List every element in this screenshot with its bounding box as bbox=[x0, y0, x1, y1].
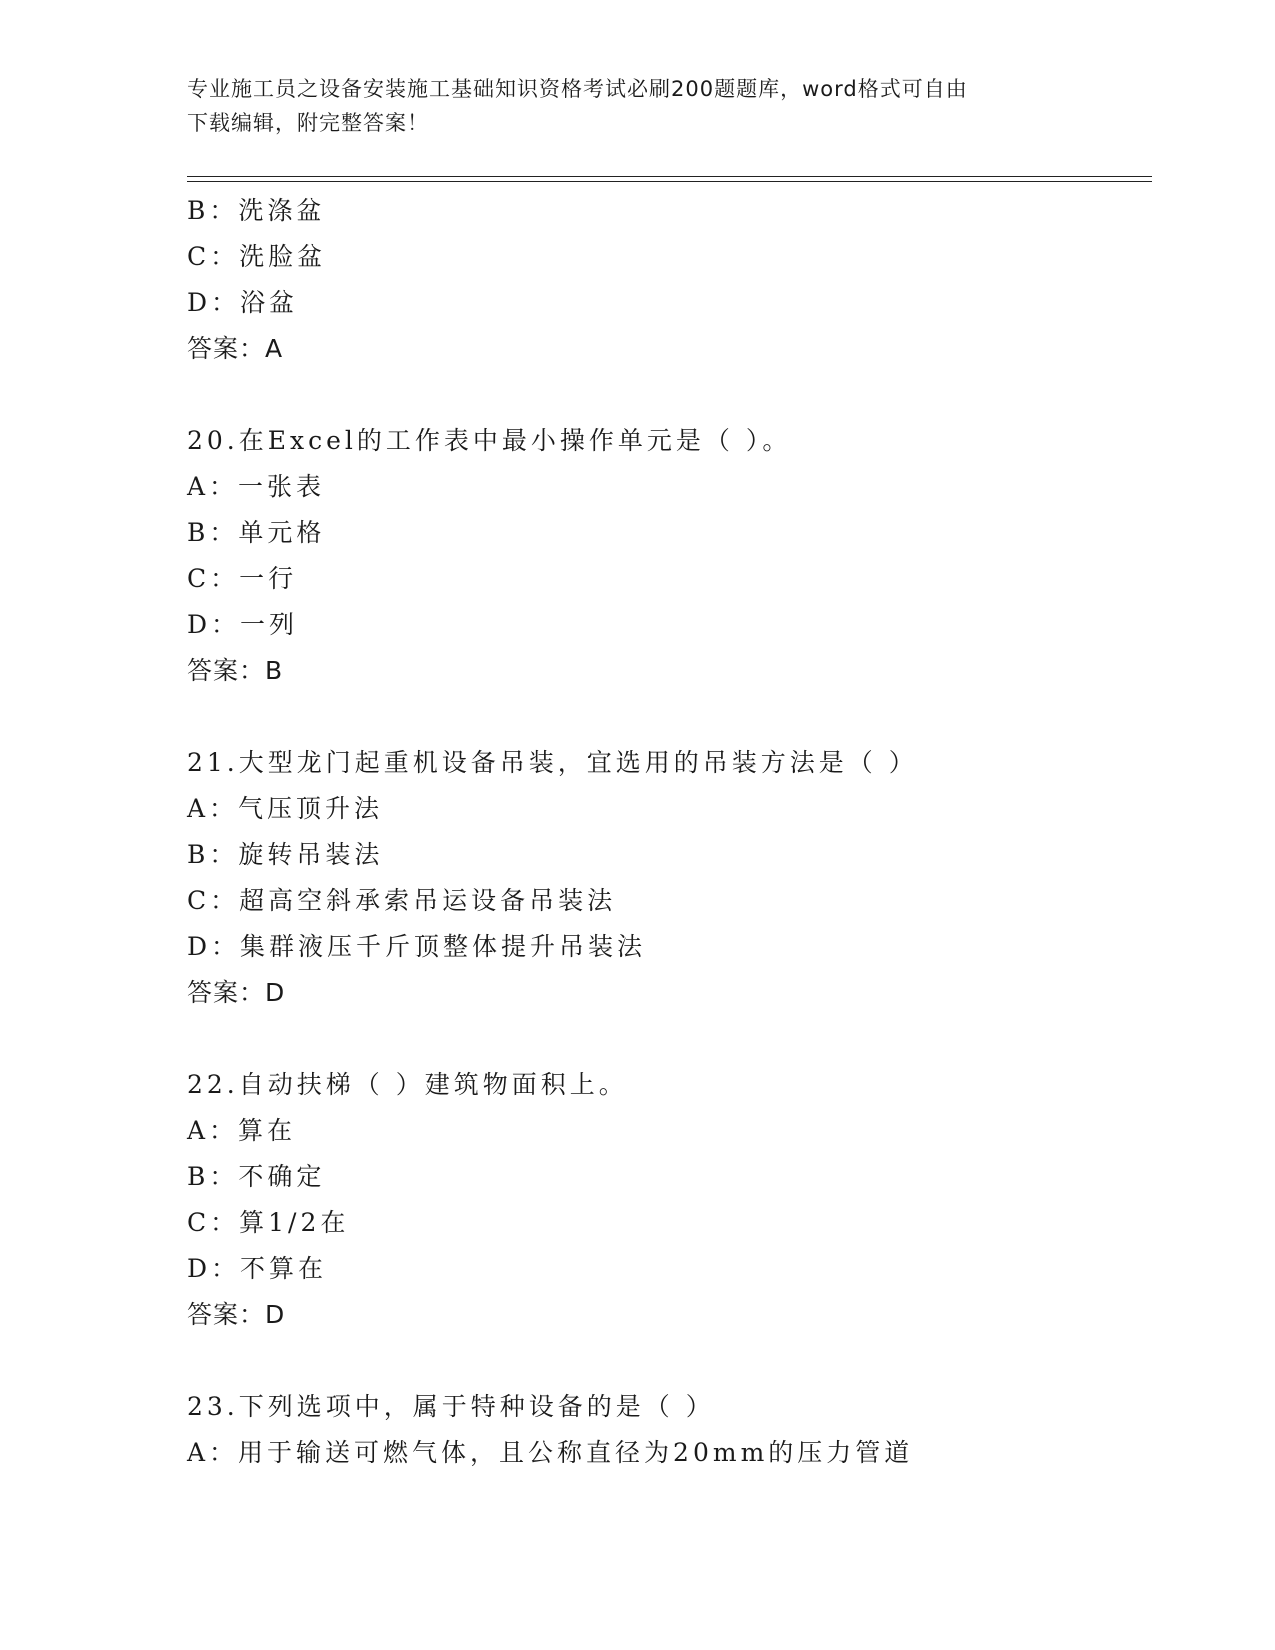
option-line: D：浴盆 bbox=[187, 288, 299, 317]
option-line: A：用于输送可燃气体，且公称直径为20mm的压力管道 bbox=[187, 1438, 914, 1467]
document-header bbox=[187, 72, 1087, 140]
option-line: A：算在 bbox=[187, 1116, 297, 1145]
option-line: C：算1/2在 bbox=[187, 1208, 350, 1237]
answer-line: 答案：A bbox=[187, 334, 284, 363]
answer-line: 答案：D bbox=[187, 1300, 286, 1329]
option-line: B：洗涤盆 bbox=[187, 196, 326, 225]
header-line-2: 下载编辑，附完整答案！ bbox=[187, 111, 429, 135]
header-rule-bottom bbox=[187, 181, 1152, 182]
question-line: 23.下列选项中，属于特种设备的是（ ） bbox=[187, 1392, 715, 1421]
spacer bbox=[187, 694, 1167, 740]
question-line: 21.大型龙门起重机设备吊装，宜选用的吊装方法是（ ） bbox=[187, 748, 918, 777]
option-line: B：不确定 bbox=[187, 1162, 326, 1191]
question-line: 20.在Excel的工作表中最小操作单元是（ ）。 bbox=[187, 426, 792, 455]
option-line: C：一行 bbox=[187, 564, 298, 593]
option-line: C：超高空斜承索吊运设备吊装法 bbox=[187, 886, 617, 915]
option-line: A：一张表 bbox=[187, 472, 326, 501]
option-line: A：气压顶升法 bbox=[187, 794, 384, 823]
spacer bbox=[187, 1016, 1167, 1062]
option-line: D：一列 bbox=[187, 610, 299, 639]
answer-line: 答案：D bbox=[187, 978, 286, 1007]
option-line: D：不算在 bbox=[187, 1254, 328, 1283]
question-line: 22.自动扶梯（ ）建筑物面积上。 bbox=[187, 1070, 628, 1099]
spacer bbox=[187, 372, 1167, 418]
option-line: D：集群液压千斤顶整体提升吊装法 bbox=[187, 932, 647, 961]
header-line-1: 专业施工员之设备安装施工基础知识资格考试必刷200题题库，word格式可自由 bbox=[187, 77, 968, 101]
option-line: C：洗脸盆 bbox=[187, 242, 327, 271]
header-rule-top bbox=[187, 176, 1152, 177]
spacer bbox=[187, 1338, 1167, 1384]
option-line: B：单元格 bbox=[187, 518, 326, 547]
answer-line: 答案：B bbox=[187, 656, 284, 685]
option-line: B：旋转吊装法 bbox=[187, 840, 384, 869]
question-content bbox=[187, 188, 1167, 1476]
